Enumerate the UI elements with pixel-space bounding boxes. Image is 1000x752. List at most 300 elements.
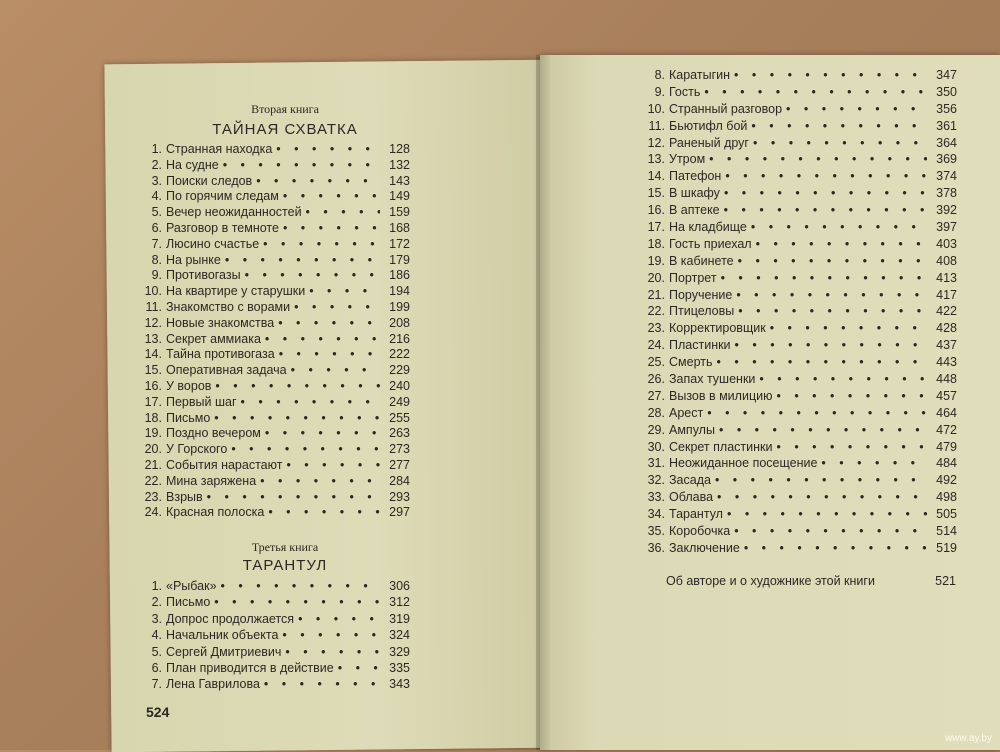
entry-title: «Рыбак» <box>166 579 217 593</box>
entry-title: На кладбище <box>669 220 747 235</box>
toc-entry <box>142 594 410 610</box>
leader-dots <box>214 411 380 427</box>
entry-title: Вечер неожиданностей <box>166 205 302 220</box>
entry-page: 168 <box>389 220 410 235</box>
leader-dots <box>265 426 380 442</box>
entry-title: Смерть <box>669 355 713 370</box>
entry-number: 32. <box>647 473 665 488</box>
entry-number: 18. <box>647 236 665 251</box>
toc-entry <box>645 118 957 135</box>
entry-title: План приводится в действие <box>166 660 334 675</box>
entry-title: Начальник объекта <box>166 628 279 643</box>
entry-title: Облава <box>669 490 714 505</box>
leader-dots <box>265 332 380 348</box>
entry-title: На рынке <box>166 252 221 267</box>
entry-number: 23. <box>647 321 665 336</box>
entry-number: 24. <box>144 505 162 520</box>
leader-dots <box>263 237 380 253</box>
entry-number: 1. <box>151 579 162 593</box>
entry-title: Разговор в темноте <box>166 220 279 235</box>
entry-title: Поиски следов <box>166 173 253 188</box>
entry-number: 10. <box>647 101 665 116</box>
entry-page: 498 <box>936 490 957 505</box>
entry-title: Знакомство с ворами <box>166 299 291 314</box>
entry-page: 443 <box>936 355 957 370</box>
toc-entry <box>645 354 957 371</box>
right-toc <box>645 67 957 557</box>
toc-entry <box>645 405 957 422</box>
entry-number: 9. <box>151 268 162 283</box>
entry-title: Секрет пластинки <box>669 439 773 454</box>
entry-page: 378 <box>936 186 957 201</box>
entry-title: События нарастают <box>166 457 283 472</box>
toc-entry <box>142 644 410 660</box>
toc-entry <box>645 253 957 270</box>
leader-dots <box>283 189 380 205</box>
entry-page: 464 <box>936 405 957 420</box>
entry-number: 13. <box>647 152 665 167</box>
toc-entry <box>142 174 410 190</box>
toc-entry <box>142 237 410 253</box>
entry-page: 347 <box>936 68 957 82</box>
entry-number: 8. <box>151 252 162 267</box>
leader-dots <box>734 523 927 540</box>
entry-title: Пластинки <box>669 338 731 353</box>
entry-number: 17. <box>647 220 665 235</box>
toc-entry <box>645 337 957 354</box>
leader-dots <box>279 347 380 363</box>
leader-dots <box>207 490 380 506</box>
entry-page: 329 <box>389 644 410 659</box>
entry-number: 34. <box>647 507 665 522</box>
part3-toc <box>142 578 410 693</box>
entry-number: 22. <box>144 473 162 488</box>
part2-title: ТАЙНАЯ СХВАТКА <box>212 121 358 138</box>
entry-number: 36. <box>647 540 665 555</box>
entry-page: 149 <box>389 189 410 204</box>
toc-entry <box>645 523 957 540</box>
toc-entry <box>645 422 957 439</box>
toc-entry <box>142 300 410 316</box>
toc-entry <box>142 205 410 221</box>
leader-dots <box>751 118 927 135</box>
entry-number: 21. <box>647 287 665 302</box>
leader-dots <box>734 67 927 84</box>
entry-number: 2. <box>151 595 162 610</box>
part2-heading: Вторая книга <box>251 102 319 116</box>
leader-dots <box>283 221 380 237</box>
entry-title: Патефон <box>669 169 722 184</box>
entry-page: 364 <box>936 135 957 150</box>
entry-number: 9. <box>654 84 665 99</box>
leader-dots <box>724 185 927 202</box>
entry-page: 492 <box>936 473 957 488</box>
toc-entry <box>645 168 957 185</box>
entry-number: 3. <box>151 611 162 626</box>
entry-title: Новые знакомства <box>166 315 275 330</box>
toc-entry <box>645 439 957 456</box>
entry-number: 1. <box>151 142 162 156</box>
toc-entry <box>142 268 410 284</box>
toc-entry <box>142 347 410 363</box>
toc-entry <box>142 395 410 411</box>
toc-entry <box>142 221 410 237</box>
entry-title: На квартире у старушки <box>166 284 306 299</box>
entry-page: 369 <box>936 152 957 167</box>
entry-page: 312 <box>389 595 410 610</box>
entry-title: Заключение <box>669 540 740 555</box>
entry-page: 222 <box>389 347 410 362</box>
entry-number: 4. <box>151 628 162 643</box>
toc-entry <box>142 505 410 521</box>
entry-page: 194 <box>389 284 410 299</box>
entry-title: Сергей Дмитриевич <box>166 644 282 659</box>
entry-title: Коробочка <box>669 524 731 539</box>
entry-page: 229 <box>389 363 410 378</box>
leader-dots <box>753 135 927 152</box>
entry-title: Взрыв <box>166 489 203 504</box>
entry-number: 22. <box>647 304 665 319</box>
entry-number: 16. <box>647 203 665 218</box>
leader-dots <box>776 439 927 456</box>
entry-page: 514 <box>936 524 957 539</box>
toc-entry <box>142 426 410 442</box>
entry-title: Ампулы <box>669 422 715 437</box>
toc-entry <box>142 379 410 395</box>
toc-entry <box>645 455 957 472</box>
watermark: www.ay.by <box>944 733 992 744</box>
entry-title: Поздно вечером <box>166 426 261 441</box>
entry-number: 11. <box>145 299 162 314</box>
entry-number: 26. <box>647 372 665 387</box>
toc-entry <box>142 189 410 205</box>
leader-dots <box>276 142 380 158</box>
toc-entry <box>142 284 410 300</box>
entry-title: По горячим следам <box>166 189 279 204</box>
toc-entry <box>142 363 410 379</box>
leader-dots <box>709 151 927 168</box>
entry-page: 293 <box>389 489 410 504</box>
entry-number: 20. <box>647 270 665 285</box>
entry-page: 255 <box>389 410 410 425</box>
toc-entry <box>645 84 957 101</box>
leader-dots <box>756 236 927 253</box>
leader-dots <box>214 594 380 610</box>
entry-title: У воров <box>166 378 212 393</box>
leader-dots <box>286 458 380 474</box>
entry-number: 24. <box>647 338 665 353</box>
toc-entry <box>142 316 410 332</box>
entry-page: 159 <box>389 205 410 220</box>
toc-entry <box>142 142 410 158</box>
entry-title: Каратыгин <box>669 68 731 82</box>
entry-number: 30. <box>647 439 665 454</box>
entry-page: 403 <box>936 236 957 251</box>
entry-number: 7. <box>151 236 162 251</box>
entry-title: Странная находка <box>166 142 273 156</box>
entry-page: 392 <box>936 203 957 218</box>
entry-number: 21. <box>144 457 162 472</box>
toc-entry <box>142 458 410 474</box>
entry-page: 128 <box>389 142 410 156</box>
entry-page: 199 <box>389 299 410 314</box>
entry-title: Гость <box>669 84 701 99</box>
entry-page: 448 <box>936 372 957 387</box>
entry-page: 208 <box>389 315 410 330</box>
entry-number: 2. <box>151 157 162 172</box>
leader-dots <box>786 101 927 118</box>
entry-title: В кабинете <box>669 253 734 268</box>
entry-number: 19. <box>144 426 162 441</box>
entry-title: Люсино счастье <box>166 236 260 251</box>
part3-heading: Третья книга <box>251 540 319 554</box>
leader-dots <box>725 168 927 185</box>
entry-page: 284 <box>389 473 410 488</box>
toc-entry <box>645 67 957 84</box>
entry-title: Вызов в милицию <box>669 388 773 403</box>
entry-page: 297 <box>389 505 410 520</box>
entry-page: 413 <box>936 270 957 285</box>
entry-page: 335 <box>389 660 410 675</box>
entry-number: 27. <box>647 388 665 403</box>
toc-entry <box>645 101 957 118</box>
entry-title: Запах тушенки <box>669 372 756 387</box>
toc-entry <box>645 371 957 388</box>
toc-entry <box>645 185 957 202</box>
entry-page: 172 <box>389 236 410 251</box>
leader-dots <box>241 395 380 411</box>
entry-number: 19. <box>647 253 665 268</box>
entry-page: 479 <box>936 439 957 454</box>
toc-entry <box>645 236 957 253</box>
leader-dots <box>264 676 380 692</box>
entry-page: 343 <box>389 677 410 692</box>
leader-dots <box>298 611 380 627</box>
leader-dots <box>221 578 380 594</box>
leader-dots <box>759 371 927 388</box>
leader-dots <box>285 644 380 660</box>
leader-dots <box>309 284 380 300</box>
entry-number: 28. <box>647 405 665 420</box>
entry-page: 422 <box>936 304 957 319</box>
page-number: 524 <box>146 704 170 720</box>
entry-number: 6. <box>151 660 162 675</box>
toc-entry <box>645 135 957 152</box>
leader-dots <box>294 300 380 316</box>
entry-title: Письмо <box>166 595 211 610</box>
leader-dots <box>338 660 380 676</box>
entry-page: 505 <box>936 507 957 522</box>
toc-entry <box>142 676 410 692</box>
leader-dots <box>744 540 927 557</box>
toc-entry <box>645 320 957 337</box>
book-spine <box>536 55 550 750</box>
entry-title: Странный разговор <box>669 101 783 116</box>
entry-number: 25. <box>647 355 665 370</box>
entry-page: 186 <box>389 268 410 283</box>
entry-title: Портрет <box>669 270 717 285</box>
entry-number: 5. <box>151 644 162 659</box>
entry-page: 306 <box>389 579 410 593</box>
entry-number: 23. <box>144 489 162 504</box>
leader-dots <box>306 205 380 221</box>
toc-entry <box>645 388 957 405</box>
entry-number: 6. <box>151 220 162 235</box>
entry-title: Тайна противогаза <box>166 347 275 362</box>
entry-number: 16. <box>144 378 162 393</box>
entry-title: Противогазы <box>166 268 241 283</box>
entry-title: У Горского <box>166 442 228 457</box>
toc-entry <box>142 253 410 269</box>
entry-number: 15. <box>647 186 665 201</box>
entry-title: Оперативная задача <box>166 363 287 378</box>
toc-entry <box>645 489 957 506</box>
entry-page: 408 <box>936 253 957 268</box>
entry-number: 17. <box>144 394 162 409</box>
toc-entry <box>645 202 957 219</box>
entry-page: 179 <box>389 252 410 267</box>
toc-entry <box>142 660 410 676</box>
entry-title: Письмо <box>166 410 211 425</box>
entry-number: 33. <box>647 490 665 505</box>
entry-number: 35. <box>647 524 665 539</box>
leader-dots <box>715 472 927 489</box>
entry-number: 8. <box>654 68 665 82</box>
toc-entry <box>645 540 957 557</box>
leader-dots <box>223 158 380 174</box>
entry-number: 5. <box>151 205 162 220</box>
entry-title: Лена Гаврилова <box>166 677 260 692</box>
entry-title: Гость приехал <box>669 236 752 251</box>
entry-page: 374 <box>936 169 957 184</box>
entry-page: 484 <box>936 456 957 471</box>
entry-title: Утром <box>669 152 706 167</box>
leader-dots <box>719 422 927 439</box>
leader-dots <box>738 253 927 270</box>
leader-dots <box>727 506 927 523</box>
entry-title: Раненый друг <box>669 135 749 150</box>
entry-page: 277 <box>389 457 410 472</box>
leader-dots <box>770 320 927 337</box>
toc-entry <box>142 332 410 348</box>
leader-dots <box>278 316 380 332</box>
toc-entry <box>645 303 957 320</box>
leader-dots <box>717 354 928 371</box>
leader-dots <box>738 303 927 320</box>
leader-dots <box>260 474 380 490</box>
leader-dots <box>724 202 927 219</box>
entry-page: 240 <box>389 378 410 393</box>
entry-number: 7. <box>151 677 162 692</box>
entry-page: 249 <box>389 394 410 409</box>
entry-page: 361 <box>936 118 957 133</box>
leader-dots <box>735 337 927 354</box>
toc-entry <box>645 506 957 523</box>
leader-dots <box>821 455 927 472</box>
leader-dots <box>225 253 380 269</box>
afterword-page: 521 <box>935 574 956 588</box>
entry-page: 519 <box>936 540 957 555</box>
leader-dots <box>215 379 380 395</box>
entry-title: Тарантул <box>669 507 723 522</box>
entry-number: 11. <box>648 118 665 133</box>
entry-number: 13. <box>144 331 162 346</box>
entry-number: 31. <box>647 456 665 471</box>
afterword-title: Об авторе и о художнике этой книги <box>666 574 875 588</box>
toc-entry <box>142 611 410 627</box>
leader-dots <box>776 388 927 405</box>
entry-page: 397 <box>936 220 957 235</box>
leader-dots <box>256 174 380 190</box>
entry-page: 417 <box>936 287 957 302</box>
toc-entry <box>645 151 957 168</box>
leader-dots <box>291 363 380 379</box>
leader-dots <box>721 270 927 287</box>
entry-page: 132 <box>389 157 410 172</box>
toc-entry <box>142 442 410 458</box>
entry-number: 3. <box>151 173 162 188</box>
leader-dots <box>704 84 927 101</box>
entry-number: 15. <box>144 363 162 378</box>
entry-page: 428 <box>936 321 957 336</box>
entry-title: Красная полоска <box>166 505 265 520</box>
entry-number: 20. <box>144 442 162 457</box>
toc-entry <box>645 287 957 304</box>
entry-page: 143 <box>389 173 410 188</box>
entry-number: 14. <box>144 347 162 362</box>
entry-page: 472 <box>936 422 957 437</box>
entry-title: Бьютифл бой <box>669 118 748 133</box>
entry-page: 356 <box>936 101 957 116</box>
entry-title: Первый шаг <box>166 394 237 409</box>
toc-entry <box>142 490 410 506</box>
entry-title: Поручение <box>669 287 733 302</box>
part3-title: ТАРАНТУЛ <box>242 557 328 574</box>
toc-entry <box>645 270 957 287</box>
leader-dots <box>736 287 927 304</box>
entry-number: 18. <box>144 410 162 425</box>
entry-number: 12. <box>144 315 162 330</box>
toc-entry <box>142 474 410 490</box>
leader-dots <box>707 405 927 422</box>
entry-title: Арест <box>669 405 704 420</box>
entry-number: 10. <box>144 284 162 299</box>
toc-entry <box>142 411 410 427</box>
entry-page: 350 <box>936 84 957 99</box>
entry-title: Засада <box>669 473 711 488</box>
entry-title: Корректировщик <box>669 321 766 336</box>
entry-page: 216 <box>389 331 410 346</box>
afterword-entry <box>666 574 956 588</box>
entry-title: Мина заряжена <box>166 473 257 488</box>
entry-title: В шкафу <box>669 186 720 201</box>
entry-number: 14. <box>647 169 665 184</box>
entry-title: Птицеловы <box>669 304 735 319</box>
leader-dots <box>268 505 380 521</box>
leader-dots <box>717 489 927 506</box>
part2-toc <box>142 142 410 521</box>
entry-title: На судне <box>166 157 219 172</box>
entry-number: 12. <box>647 135 665 150</box>
toc-entry <box>142 578 410 594</box>
entry-page: 273 <box>389 442 410 457</box>
entry-page: 457 <box>936 388 957 403</box>
toc-entry <box>142 627 410 643</box>
leader-dots <box>231 442 380 458</box>
entry-title: Неожиданное посещение <box>669 456 818 471</box>
entry-title: Допрос продолжается <box>166 611 295 626</box>
leader-dots <box>751 219 927 236</box>
